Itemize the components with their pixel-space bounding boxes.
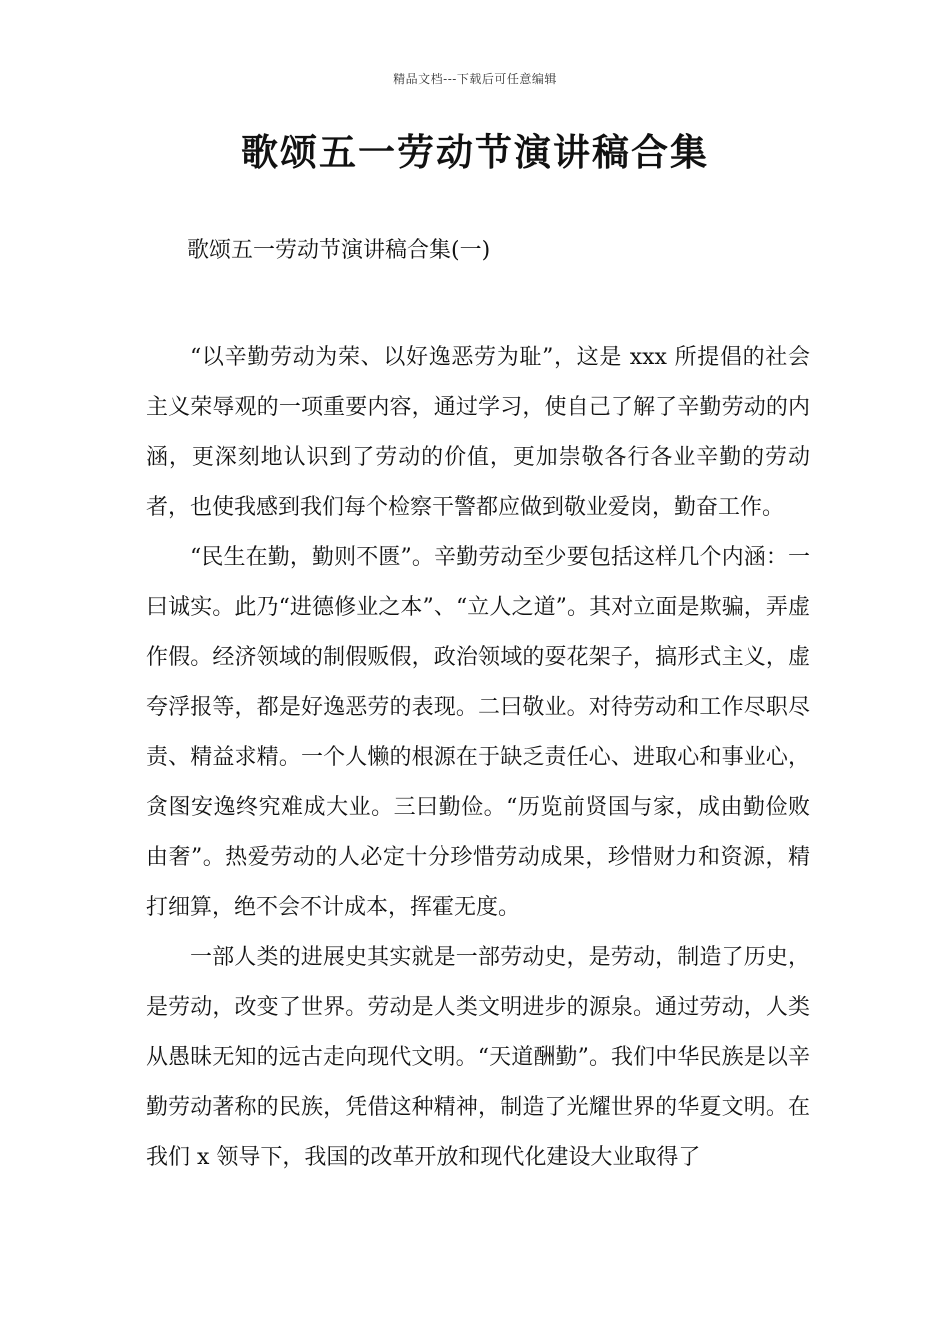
document-body xyxy=(146,333,810,1183)
paragraph-2: “民生在勤，勤则不匮”。辛勤劳动至少要包括这样几个内涵：一曰诚实。此乃“进德修业之本”、“立人之道”。其对立面是欺骗，弄虚作假。经济领域的制假贩假，政治领域的耍花架子，搞形式主义，虚夸浮报等，都是好逸恶劳的表现。二曰敬业。对待劳动和工作尽职尽责、精益求精。一个人懒的根源在于缺乏责任心、进取心和事业心，贪图安逸终究难成大业。三曰勤俭。“历览前贤国与家，成由勤俭败由奢”。热爱劳动的人必定十分珍惜劳动成果，珍惜财力和资源，精打细算，绝不会不计成本，挥霍无度。 xyxy=(146,545,810,920)
header-note: 精品文档---下载后可任意编辑 xyxy=(393,72,557,86)
document-subtitle: 歌颂五一劳动节演讲稿合集(一) xyxy=(187,238,491,263)
paragraph-3: 一部人类的进展史其实就是一部劳动史，是劳动，制造了历史，是劳动，改变了世界。劳动是人类文明进步的源泉。通过劳动，人类从愚昧无知的远古走向现代文明。“天道酬勤”。我们中华民族是以辛勤劳动著称的民族，凭借这种精神，制造了光耀世界的华夏文明。在我们 x 领导下，我国的改革开放和现代化建设大业取得了 xyxy=(146,945,810,1170)
paragraph-1: “以辛勤劳动为荣、以好逸恶劳为耻”，这是 xxx 所提倡的社会主义荣辱观的一项重要内容，通过学习，使自己了解了辛勤劳动的内涵，更深刻地认识到了劳动的价值，更加崇敬各行各业辛勤的劳动者，也使我感到我们每个检察干警都应做到敬业爱岗，勤奋工作。 xyxy=(146,345,810,520)
document-title: 歌颂五一劳动节演讲稿合集 xyxy=(241,130,709,174)
